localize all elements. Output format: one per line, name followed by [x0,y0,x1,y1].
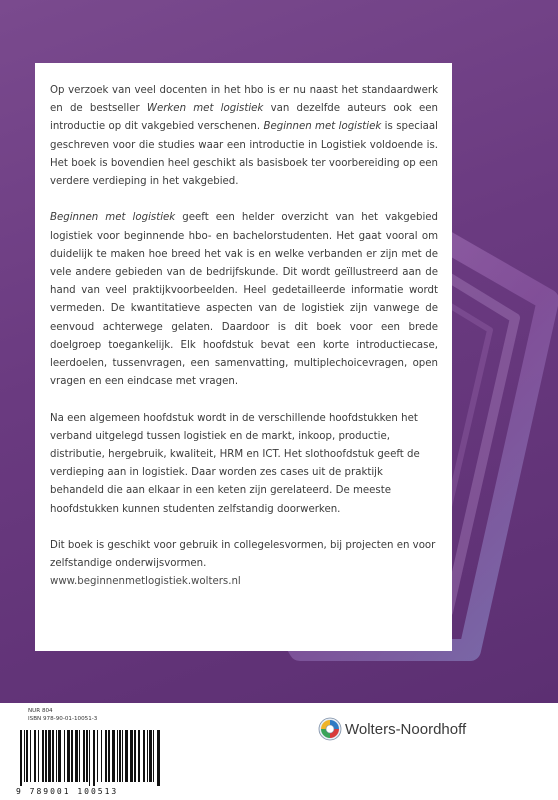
barcode-icon [16,730,166,786]
barcode-bar [34,730,36,782]
barcode-bar [138,730,140,782]
barcode-bar [97,730,98,782]
barcode-bar [93,730,95,786]
barcode-bar [147,730,148,782]
blurb-run: Na een algemeen hoofdstuk wordt in de verschillende hoofdstukken het verband uitgelegd tussen logistiek en de markt, inkoop, productie, distributie, hergebruik, kwaliteit, HRM en ICT. Het slothoofdstuk geeft de verdieping aan in logistiek. Daar worden zes cases uit de praktijk behandeld die aan elkaar in een keten zijn gerelateerd. De meeste hoofdstukken kunnen studenten zelfstandig doorwerken. [50,412,420,515]
blurb-paragraph [50,82,438,191]
barcode-bar [134,730,136,782]
isbn-number: ISBN 978-90-01-10051-3 [28,716,98,722]
barcode-bar [52,730,54,782]
barcode-bar [42,730,44,782]
blurb-run: geeft een helder overzicht van het vakgebied logistiek voor beginnende hbo- en bachelorstudenten. Het gaat vooral om duidelijk te maken hoe breed het vak is en welke verbanden er zijn met de vele andere gebieden van de bedrijfskunde. Dit wordt geïllustreerd aan de hand van veel praktijkvoorbeelden. Heel gedetailleerde informatie wordt vermeden. De kwantitatieve aspecten van de logistiek zijn vanwege de eenvoud achterwege gelaten. Daardoor is dit boek voor een brede doelgroep toegankelijk. Elk hoofdstuk bevat een korte introductiecase, leerdoelen, tussenvragen, een samenvatting, multiplechoicevragen, open vragen en een eindcase met vragen. [50,212,439,388]
publisher-name: Wolters-Noordhoff [345,720,467,738]
book-title-italic: Werken met logistiek [146,103,264,115]
barcode-bar [117,730,118,782]
barcode-bar [105,730,107,782]
barcode-bar [108,730,110,782]
blurb-run: is speciaal geschreven voor die studies waar een introductie in Logistiek voldoende is. Het boek is bovendien heel geschikt als basisboek ter voorbereiding op een verdere verdieping in het vakgebied. [50,121,438,188]
barcode-bar [58,730,61,782]
book-title-italic: Beginnen met logistiek [50,212,176,224]
barcode-bar [86,730,88,782]
barcode-bar [79,730,80,782]
barcode-bar [64,730,65,782]
barcode-bar [24,730,25,782]
barcode-bar [130,730,133,782]
blurb-run: van dezelfde auteurs ook een introductie op dit vakgebied verschenen. [50,103,438,133]
website-link[interactable]: www.beginnenmetlogistiek.wolters.nl [50,576,241,588]
barcode-bar [38,730,39,782]
publisher-logo [317,716,466,742]
blurb-text [50,82,438,573]
barcode-bar [83,730,85,782]
barcode-bar [112,730,115,782]
blurb-run: Dit boek is geschikt voor gebruik in collegelesvormen, bij projecten en voor zelfstandige onderwijsvormen. [50,540,436,570]
barcode-bar [26,730,28,782]
barcode-bar [149,730,152,782]
blurb-box [35,63,452,651]
barcode-bar [101,730,102,782]
barcode-bar [122,730,123,782]
barcode-bar [153,730,154,782]
book-title-italic: Beginnen met logistiek [263,121,382,133]
barcode-bar [45,730,47,782]
barcode-bar [143,730,145,782]
imprint-strip [0,703,558,800]
barcode-bar [157,730,160,786]
blurb-paragraph [50,209,438,391]
blurb-run: Op verzoek van veel docenten in het hbo is er nu naast het standaardwerk en de bestseller [50,85,438,115]
barcode-bar [67,730,70,782]
barcode-bar [56,730,57,782]
nur-code: NUR 804 [28,708,53,714]
barcode-bar [30,730,31,782]
blurb-paragraph [50,537,438,573]
barcode-bar [48,730,51,782]
globe-logo-icon [317,716,343,742]
catalog-info [28,707,97,723]
blurb-paragraph [50,410,438,519]
barcode-bar [119,730,121,782]
barcode-bar [89,730,90,786]
barcode-bar [20,730,22,786]
barcode-bar [125,730,128,782]
barcode-digits: 9 789001 100513 [16,787,119,796]
barcode-bar [71,730,73,782]
barcode-bar [75,730,78,782]
